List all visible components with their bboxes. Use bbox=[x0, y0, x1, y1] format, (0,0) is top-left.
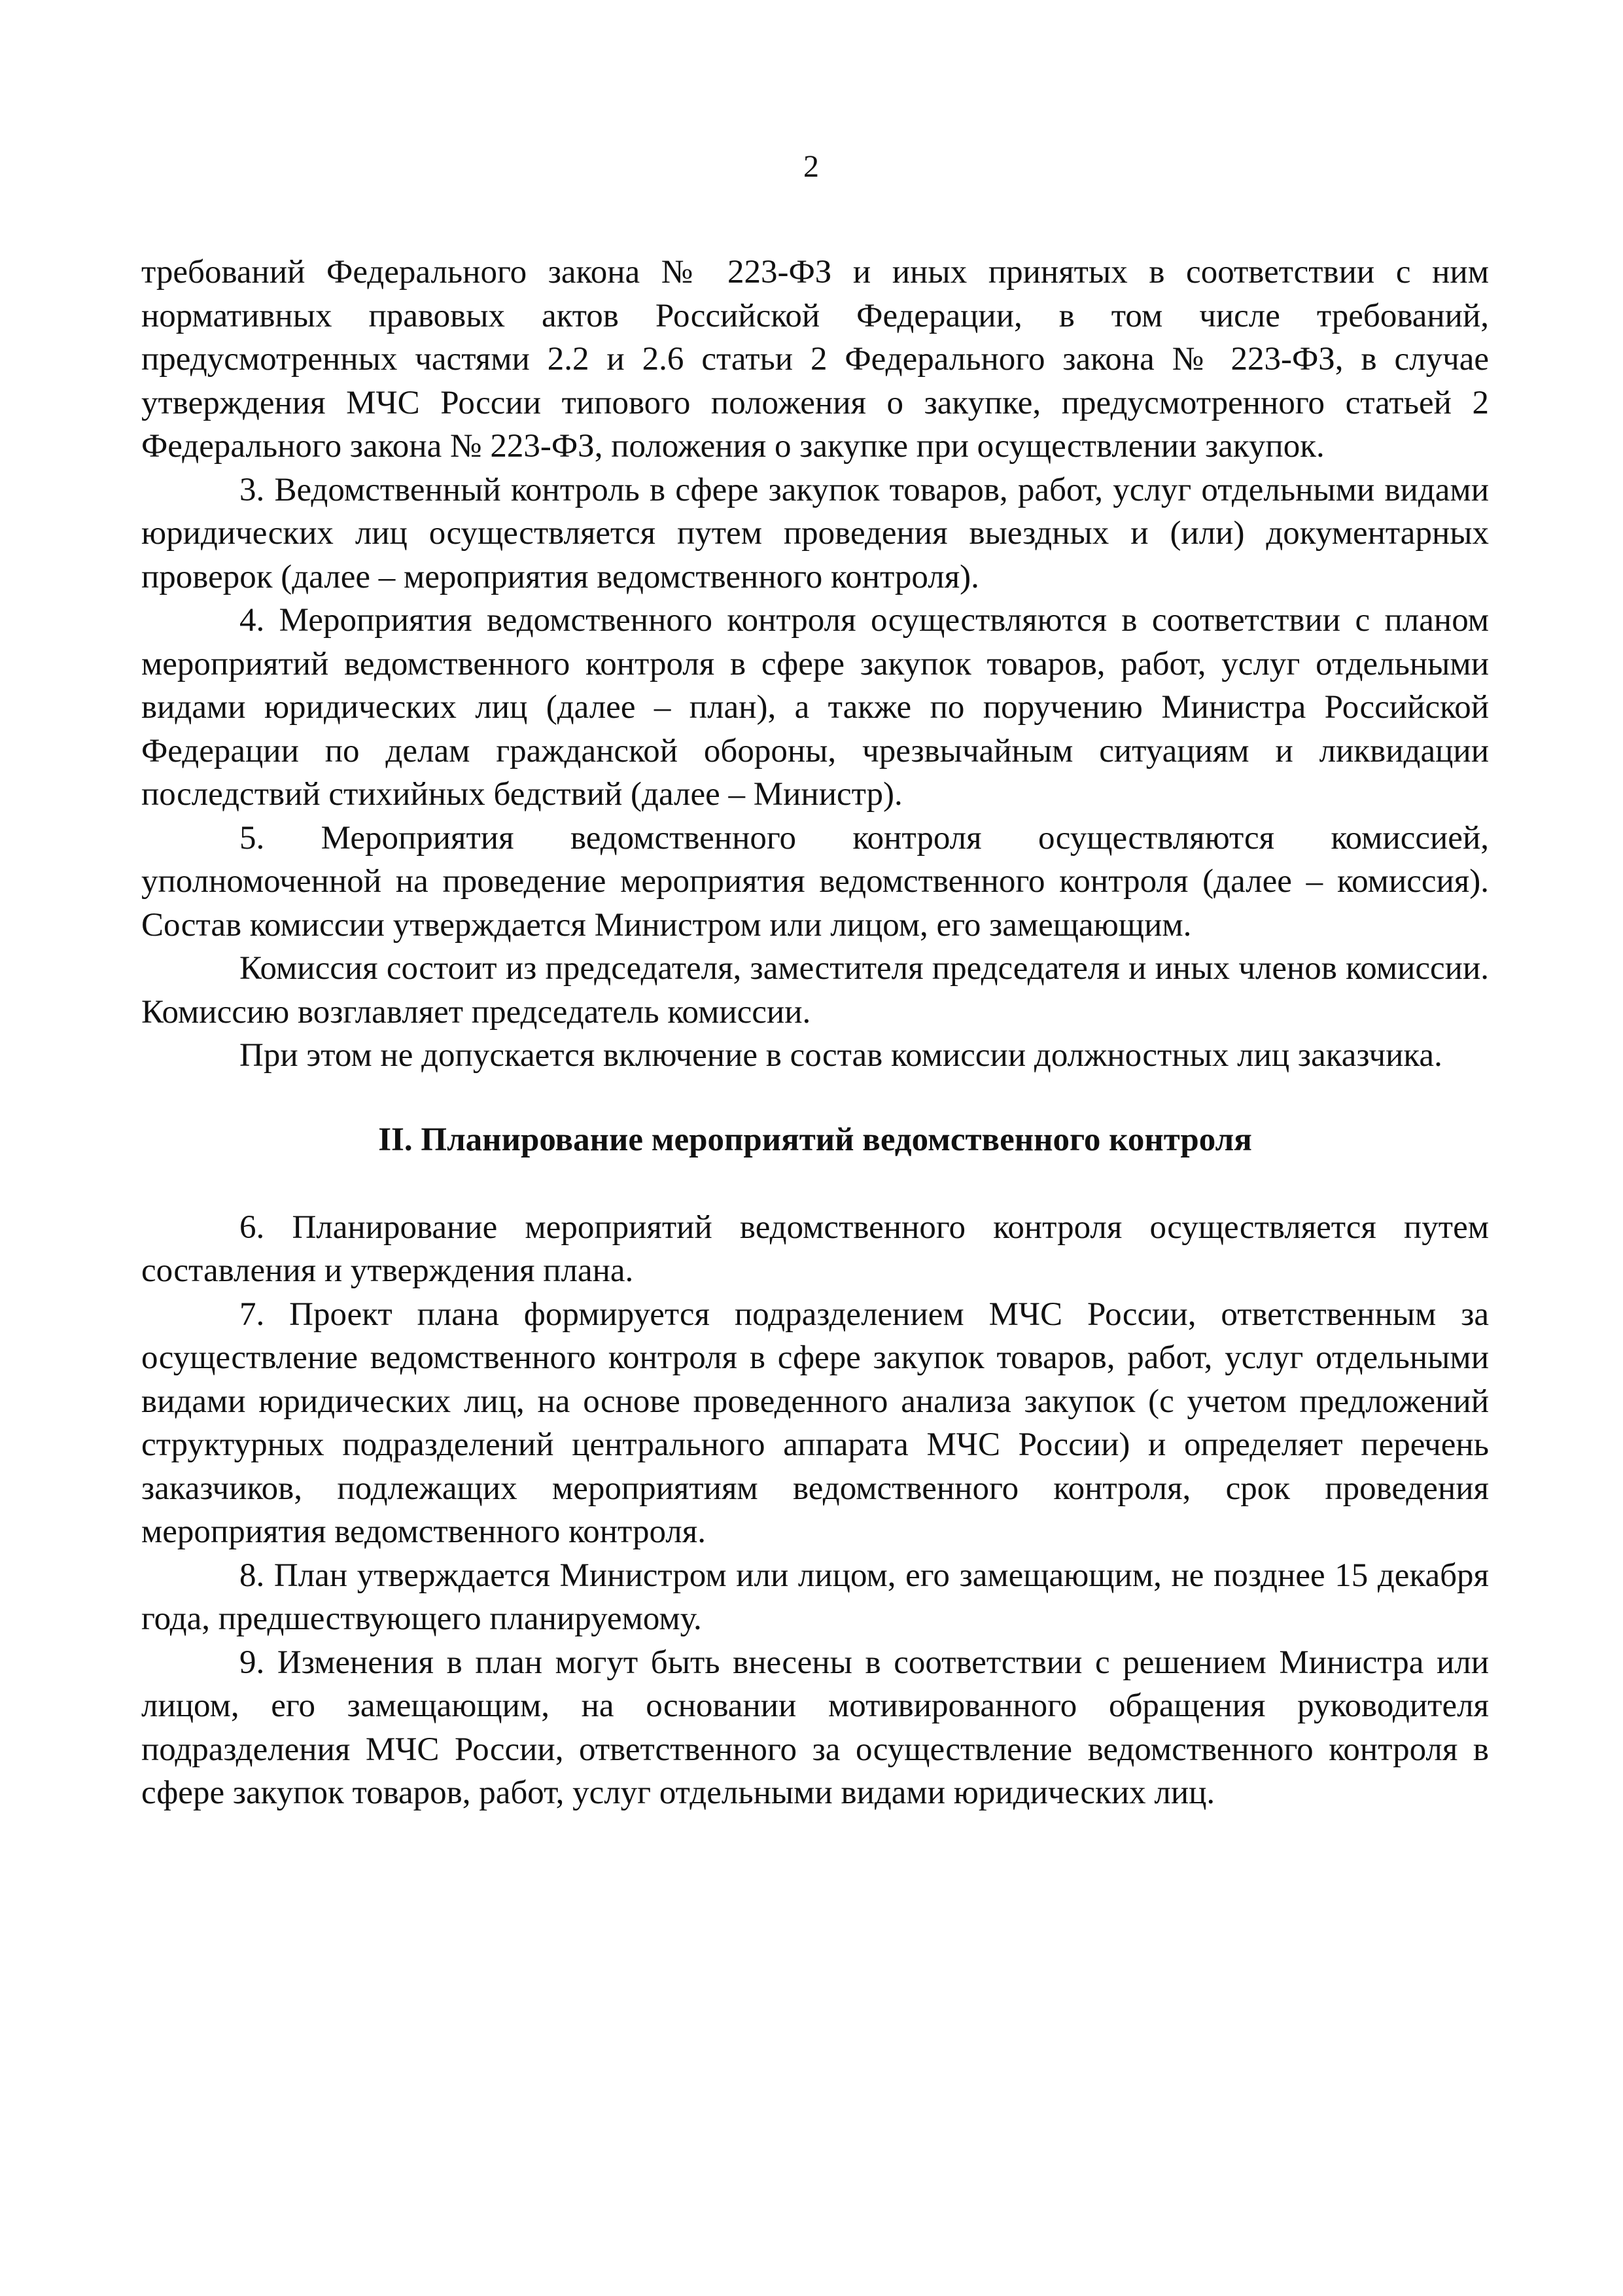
paragraph-4: 4. Мероприятия ведомственного контроля осуществляются в соответствии с планом мероприятий ведомственного контроля в сфере закупок товаров, работ, услуг отдельными видами юридических лиц (далее – план), а также по поручению Министра Российской Федерации по делам гражданской обороны, чрезвычайным ситуациям и ликвидации последствий стихийных бедствий (далее – Министр). bbox=[141, 602, 1489, 813]
paragraph-9: 9. Изменения в план могут быть внесены в соответствии с решением Министра или лицом, его замещающим, на основании мотивированного обращения руководителя подразделения МЧС России, ответственного за осуществление ведомственного контроля в сфере закупок товаров, работ, услуг отдельными видами юридических лиц. bbox=[141, 1644, 1489, 1811]
paragraph-7: 7. Проект плана формируется подразделением МЧС России, ответственным за осуществление ведомственного контроля в сфере закупок товаров, работ, услуг отдельными видами юридических лиц, на основе проведенного анализа закупок (с учетом предложений структурных подразделений центрального аппарата МЧС России) и определяет перечень заказчиков, подлежащих мероприятиям ведомственного контроля, срок проведения мероприятия ведомственного контроля. bbox=[141, 1296, 1489, 1550]
paragraph-3: 3. Ведомственный контроль в сфере закупок товаров, работ, услуг отдельными видами юридических лиц осуществляется путем проведения выездных и (или) документарных проверок (далее – мероприятия ведомственного контроля). bbox=[141, 471, 1489, 595]
paragraph-6: 6. Планирование мероприятий ведомственного контроля осуществляется путем составления и утверждения плана. bbox=[141, 1209, 1489, 1289]
page-number: 2 bbox=[803, 149, 819, 184]
paragraph-commission-composition: Комиссия состоит из председателя, заместителя председателя и иных членов комиссии. Комиссию возглавляет председатель комиссии. bbox=[141, 950, 1489, 1031]
section-heading: II. Планирование мероприятий ведомственного контроля bbox=[378, 1121, 1252, 1158]
paragraph-continuation: требований Федерального закона № 223-ФЗ и иных принятых в соответствии с ним нормативных правовых актов Российской Федерации, в том числе требований, предусмотренных частями 2.2 и 2.6 статьи 2 Федерального закона № 223-ФЗ, в случае утверждения МЧС России типового положения о закупке, предусмотренного статьей 2 Федерального закона № 223-ФЗ, положения о закупке при осуществлении закупок. bbox=[141, 254, 1489, 465]
paragraph-5: 5. Мероприятия ведомственного контроля осуществляются комиссией, уполномоченной на проведение мероприятия ведомственного контроля (далее – комиссия). Состав комиссии утверждается Министром или лицом, его замещающим. bbox=[141, 819, 1489, 944]
document-body bbox=[141, 251, 1489, 1815]
paragraph-8: 8. План утверждается Министром или лицом, его замещающим, не позднее 15 декабря года, предшествующего планируемому. bbox=[141, 1557, 1489, 1637]
paragraph-commission-restriction: При этом не допускается включение в состав комиссии должностных лиц заказчика. bbox=[239, 1037, 1442, 1074]
